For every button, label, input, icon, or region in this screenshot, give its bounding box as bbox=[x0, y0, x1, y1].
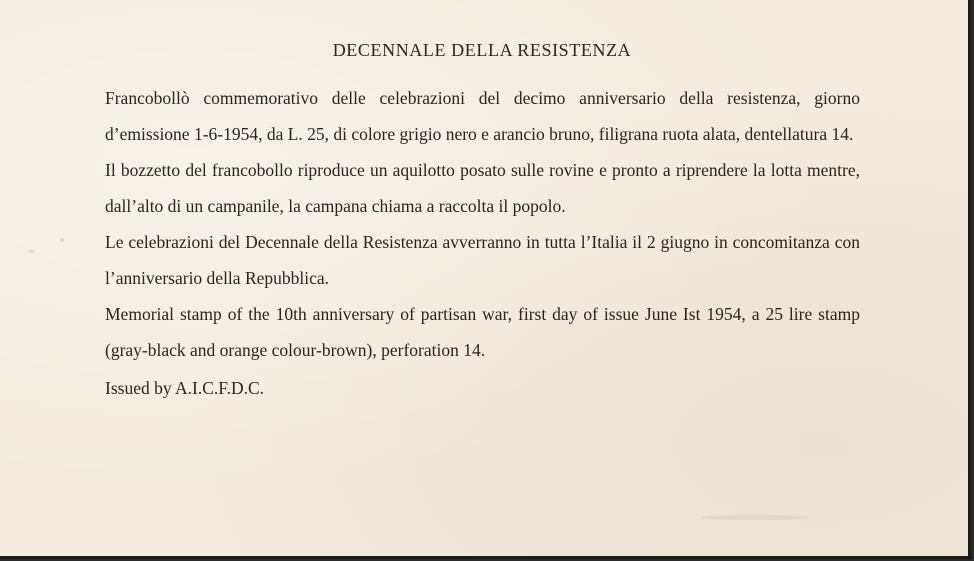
card-body bbox=[105, 80, 860, 406]
paragraph-stamp-details-italian: Francobollò commemorativo delle celebrazioni del decimo anniversario della resistenza, giorno d’emissione 1-6-1954, da L. 25, di colore grigio nero e arancio bruno, filigrana ruota alata, dentellatura 14. bbox=[105, 88, 860, 144]
paper-stain bbox=[700, 515, 810, 520]
paragraph-celebrations-italian: Le celebrazioni del Decennale della Resistenza avverranno in tutta l’Italia il 2 giugno in concomitanza con l’anniversario della Repubblica. bbox=[105, 232, 860, 288]
paper-stain bbox=[60, 238, 64, 242]
paper-stain bbox=[28, 250, 34, 253]
paragraph-stamp-design-italian: Il bozzetto del francobollo riproduce un aquilotto posato sulle rovine e pronto a riprendere la lotta mentre, dall’alto di un campanile, la campana chiama a raccolta il popolo. bbox=[105, 160, 860, 216]
card-title: DECENNALE DELLA RESISTENZA bbox=[332, 40, 632, 60]
paragraph-stamp-details-english: Memorial stamp of the 10th anniversary of partisan war, first day of issue June Ist 1954, a 25 lire stamp (gray-black and orange colour-brown), perforation 14. bbox=[105, 304, 860, 360]
issuer-line: Issued by A.I.C.F.D.C. bbox=[105, 378, 265, 398]
